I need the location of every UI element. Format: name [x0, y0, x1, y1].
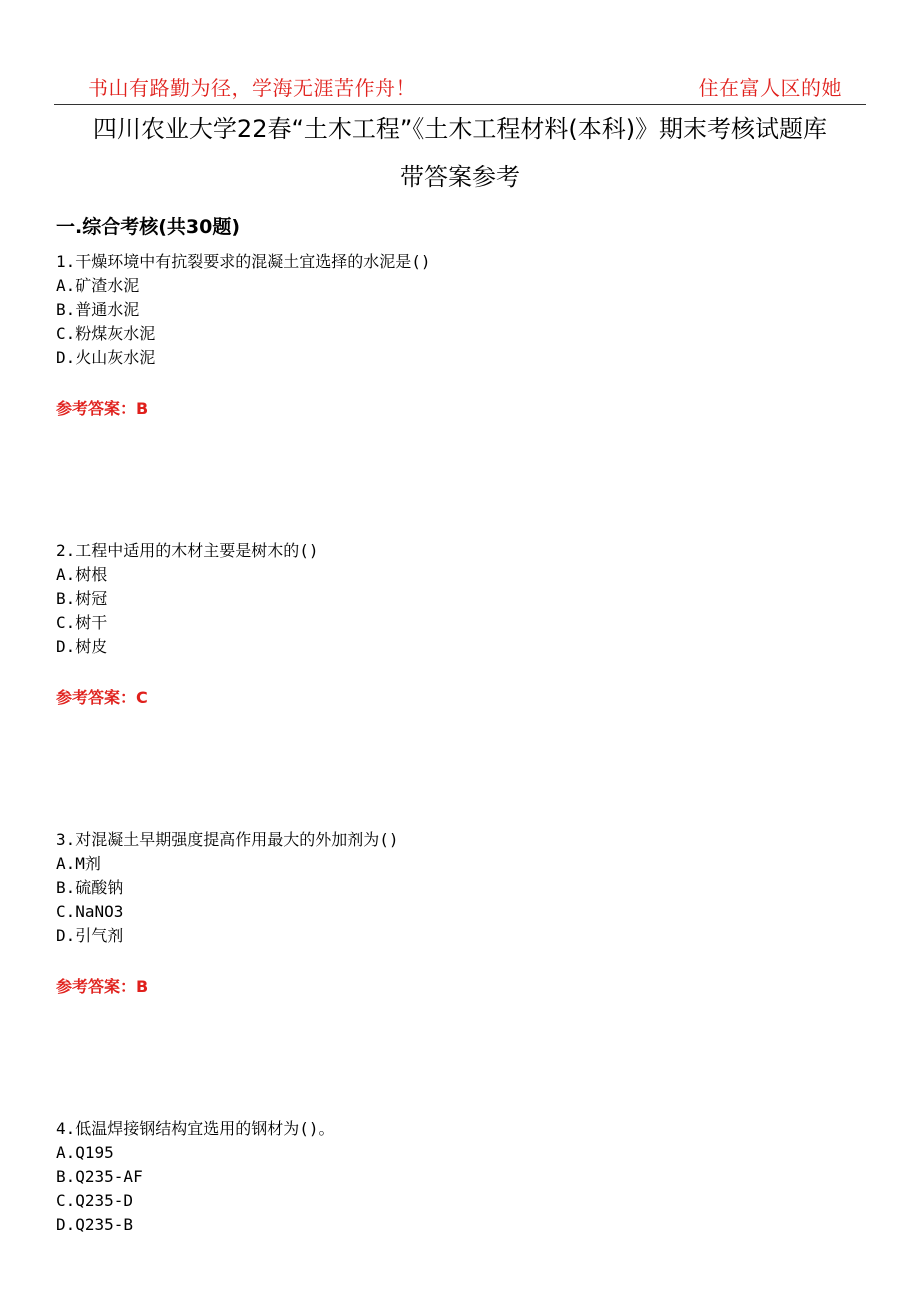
option-b: B.普通水泥 — [56, 300, 140, 319]
question-2 — [56, 539, 319, 659]
page-header — [54, 68, 866, 105]
document-subtitle: 带答案参考 — [400, 163, 520, 191]
option-b: B.树冠 — [56, 589, 108, 608]
answer-1: 参考答案：B — [56, 399, 149, 418]
option-d: D.Q235-B — [56, 1215, 134, 1234]
question-stem: 1.干燥环境中有抗裂要求的混凝土宜选择的水泥是() — [56, 252, 431, 271]
option-d: D.火山灰水泥 — [56, 348, 156, 367]
option-c: C.树干 — [56, 613, 108, 632]
answer-3: 参考答案：B — [56, 977, 149, 996]
option-b: B.硫酸钠 — [56, 878, 124, 897]
option-d: D.引气剂 — [56, 926, 124, 945]
header-motto: 书山有路勤为径，学海无涯苦作舟！ — [88, 76, 416, 100]
header-author: 住在富人区的她 — [698, 76, 842, 100]
option-d: D.树皮 — [56, 637, 108, 656]
question-4 — [56, 1117, 335, 1237]
option-a: A.M剂 — [56, 854, 101, 873]
question-stem: 2.工程中适用的木材主要是树木的() — [56, 541, 319, 560]
option-a: A.矿渣水泥 — [56, 276, 140, 295]
question-1 — [56, 250, 431, 370]
question-stem: 3.对混凝土早期强度提高作用最大的外加剂为() — [56, 830, 399, 849]
option-c: C.Q235-D — [56, 1191, 134, 1210]
option-c: C.NaNO3 — [56, 902, 124, 921]
section-heading: 一.综合考核(共30题) — [56, 216, 241, 238]
answer-2: 参考答案：C — [56, 688, 148, 707]
option-a: A.树根 — [56, 565, 108, 584]
option-a: A.Q195 — [56, 1143, 114, 1162]
question-3 — [56, 828, 399, 948]
document-title: 四川农业大学22春“土木工程”《土木工程材料(本科)》期末考核试题库 — [92, 115, 828, 143]
option-b: B.Q235-AF — [56, 1167, 143, 1186]
question-stem: 4.低温焊接钢结构宜选用的钢材为()。 — [56, 1119, 335, 1138]
option-c: C.粉煤灰水泥 — [56, 324, 156, 343]
